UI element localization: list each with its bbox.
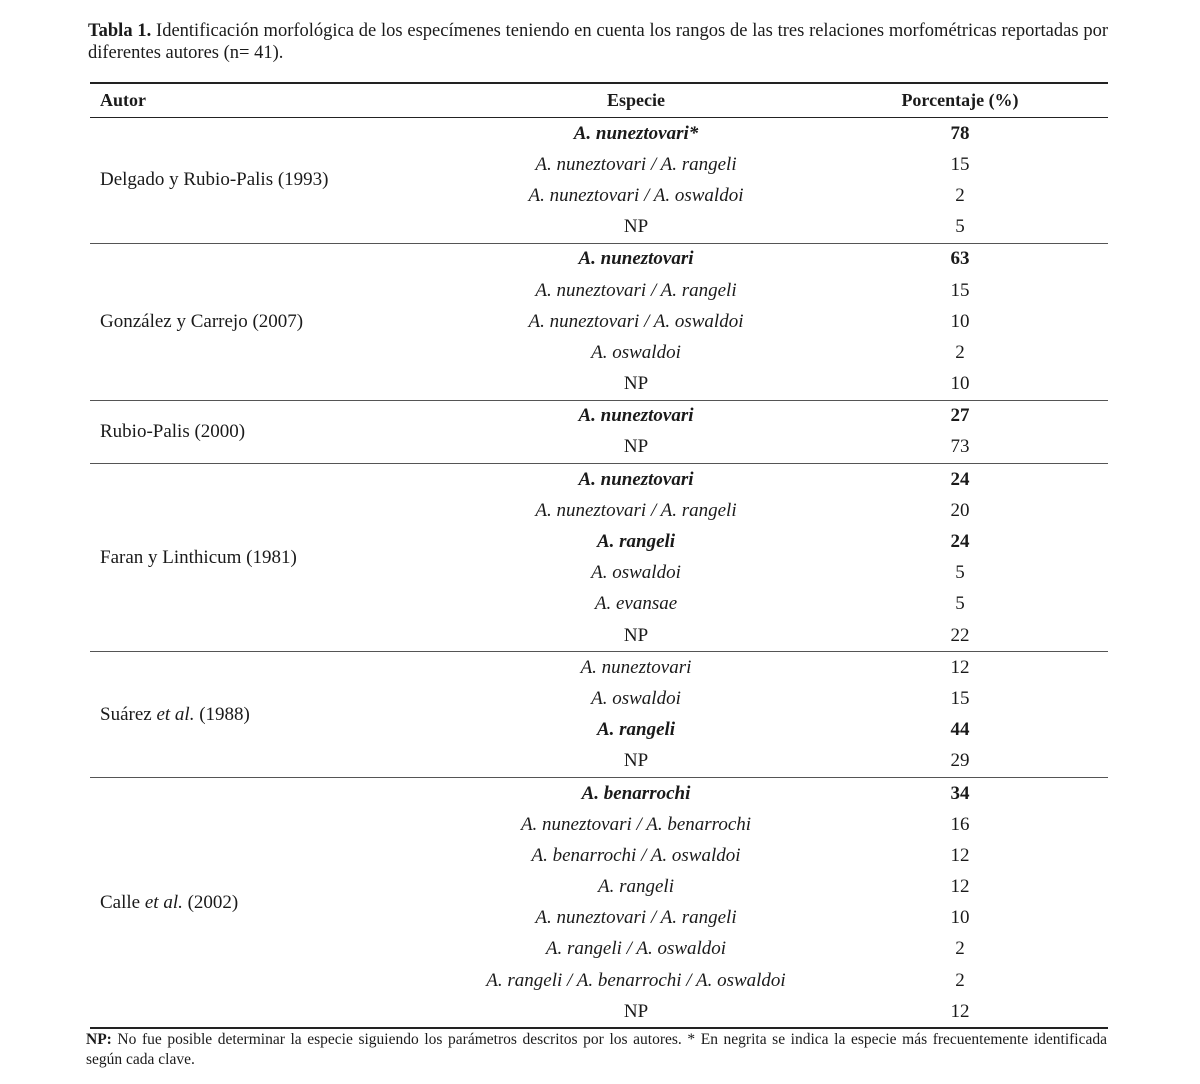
table-row [460,620,1108,651]
author-cell [90,464,460,651]
table-row [460,526,1108,557]
header-porcentaje: Porcentaje (%) [901,90,1019,110]
table-row [460,244,1108,275]
author-group [90,118,1108,244]
percentage-cell: 44 [950,719,970,741]
table-footnote [86,1030,1107,1070]
species-cell: A. rangeli / A. oswaldoi [545,938,727,960]
header-especie: Especie [607,90,665,110]
percentage-cell: 10 [950,373,970,395]
percentage-cell: 2 [955,184,965,206]
caption-text: Identificación morfológica de los especímenes teniendo en cuenta los rangos de las tres relaciones morfométricas reportadas por diferentes autores (n= 41). [88,21,1109,63]
author-text: Calle [100,891,145,913]
species-cell: A. nuneztovari [580,656,692,678]
species-cell: A. nuneztovari [578,405,694,427]
percentage-cell: 10 [950,907,970,929]
species-cell: NP [623,216,649,238]
species-cell: NP [623,1000,649,1022]
author-text: (1988) [194,703,250,725]
table-row [460,965,1108,996]
author-etal: et al. [144,891,183,913]
author-text: Suárez [100,703,157,725]
percentage-cell: 20 [950,499,970,521]
species-cell: A. oswaldoi [591,562,681,584]
table-row [460,746,1108,777]
species-cell: A. evansae [594,593,678,615]
species-cell: A. nuneztovari / A. rangeli [535,279,737,301]
table-row [460,934,1108,965]
footnote-label: NP: [86,1031,112,1048]
species-cell: A. nuneztovari* [573,122,699,144]
species-cell: A. oswaldoi [591,341,681,363]
species-cell: A. benarrochi / A. oswaldoi [531,844,741,866]
table-row [460,715,1108,746]
percentage-cell: 12 [950,876,970,898]
species-cell: A. nuneztovari / A. benarrochi [520,813,752,835]
species-cell: A. oswaldoi [591,687,681,709]
author-name [100,421,245,443]
table-row [460,180,1108,211]
header-autor: Autor [100,90,146,110]
table-row [460,337,1108,368]
table-row [460,401,1108,432]
author-text: (2002) [182,891,239,913]
percentage-cell: 15 [950,279,970,301]
species-cell: A. nuneztovari / A. rangeli [535,907,737,929]
percentage-cell: 24 [950,468,970,490]
percentage-cell: 2 [955,938,965,960]
author-group [90,464,1108,652]
table-row [460,778,1108,809]
table-row [460,275,1108,306]
table-row [460,369,1108,400]
table-row [460,872,1108,903]
table-row [460,432,1108,463]
author-cell [90,401,460,463]
author-group [90,778,1108,1028]
percentage-cell: 24 [950,531,970,553]
species-cell: A. benarrochi [581,782,691,804]
percentage-cell: 2 [955,341,965,363]
percentage-cell: 15 [950,153,970,175]
species-cell: A. nuneztovari / A. oswaldoi [528,184,744,206]
author-etal: et al. [156,703,195,725]
table-row [460,212,1108,243]
species-cell: A. nuneztovari [578,468,694,490]
author-cell [90,118,460,243]
author-name [100,311,303,333]
results-table [90,82,1108,1029]
species-cell: A. nuneztovari / A. oswaldoi [528,310,744,332]
species-cell: A. rangeli / A. benarrochi / A. oswaldoi [486,969,786,991]
author-text: Delgado y Rubio-Palis (1993) [100,169,329,191]
table-body [90,118,1108,1027]
footnote-text: No fue posible determinar la especie siguiendo los parámetros descritos por los autores. * En negrita se indica la especie más frecuentemente identificada según cada clave. [86,1031,1107,1068]
table-row [460,558,1108,589]
percentage-cell: 12 [950,1000,970,1022]
species-cell: NP [623,373,649,395]
table-row [460,903,1108,934]
percentage-cell: 5 [955,216,965,238]
table-row [460,464,1108,495]
author-text: Rubio-Palis (2000) [100,420,246,442]
species-cell: NP [623,436,649,458]
author-cell [90,244,460,400]
table-row [460,589,1108,620]
percentage-cell: 73 [950,436,970,458]
table-row [460,118,1108,149]
author-cell [90,652,460,777]
percentage-cell: 22 [950,624,970,646]
caption-label: Tabla 1. [88,21,152,41]
table-caption [88,20,1108,64]
table-row [460,809,1108,840]
percentage-cell: 16 [950,813,970,835]
author-text: Faran y Linthicum (1981) [100,546,297,568]
percentage-cell: 78 [950,122,970,144]
percentage-cell: 15 [950,687,970,709]
species-cell: A. rangeli [596,719,676,741]
table-row [460,495,1108,526]
author-text: González y Carrejo (2007) [100,310,304,332]
percentage-cell: 27 [950,405,970,427]
table-row [460,683,1108,714]
author-name [100,547,297,569]
table-row [460,652,1108,683]
percentage-cell: 34 [950,782,970,804]
author-group [90,652,1108,778]
percentage-cell: 5 [955,593,965,615]
author-group [90,401,1108,464]
table-row [460,840,1108,871]
table-row [460,149,1108,180]
species-cell: A. rangeli [596,531,676,553]
percentage-cell: 12 [950,656,970,678]
percentage-cell: 12 [950,844,970,866]
author-group [90,244,1108,401]
author-cell [90,778,460,1028]
author-name [100,704,250,726]
author-name [100,892,238,914]
species-cell: A. nuneztovari [578,248,694,270]
table-row [460,996,1108,1027]
species-cell: A. rangeli [598,876,674,898]
percentage-cell: 29 [950,750,970,772]
species-cell: NP [623,624,649,646]
species-cell: A. nuneztovari / A. rangeli [535,499,737,521]
table-row [460,306,1108,337]
percentage-cell: 5 [955,562,965,584]
species-cell: A. nuneztovari / A. rangeli [535,153,737,175]
author-name [100,169,329,191]
table-header [90,84,1108,118]
percentage-cell: 63 [950,248,970,270]
percentage-cell: 2 [955,969,965,991]
percentage-cell: 10 [950,310,970,332]
species-cell: NP [623,750,649,772]
